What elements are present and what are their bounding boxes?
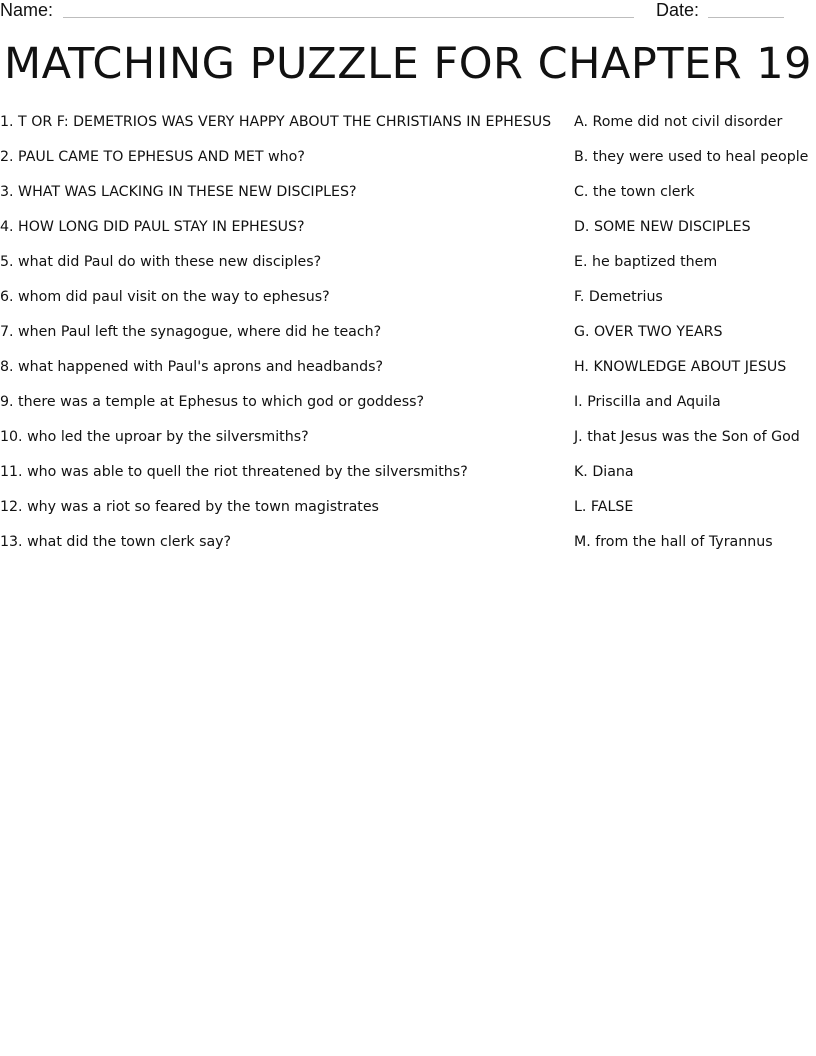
name-label: Name: [0, 0, 54, 20]
date-field-line[interactable] [708, 17, 784, 18]
date-label: Date: [656, 0, 700, 20]
answer-item: M. from the hall of Tyrannus [574, 534, 773, 550]
answer-item: E. he baptized them [574, 254, 718, 270]
clue-item: 7. when Paul left the synagogue, where did he teach? [0, 324, 382, 340]
answer-item: D. SOME NEW DISCIPLES [574, 219, 751, 235]
clue-item: 1. T OR F: DEMETRIOS WAS VERY HAPPY ABOUT THE CHRISTIANS IN EPHESUS [0, 114, 552, 130]
clue-item: 6. whom did paul visit on the way to ephesus? [0, 289, 330, 305]
clue-item: 10. who led the uproar by the silversmiths? [0, 429, 309, 445]
answer-item: G. OVER TWO YEARS [574, 324, 723, 340]
clue-item: 2. PAUL CAME TO EPHESUS AND MET who? [0, 149, 305, 165]
name-field-line[interactable] [63, 17, 634, 18]
clue-item: 9. there was a temple at Ephesus to which god or goddess? [0, 394, 425, 410]
answer-list [574, 111, 816, 566]
clue-item: 13. what did the town clerk say? [0, 534, 232, 550]
header-row [0, 0, 816, 24]
clue-item: 4. HOW LONG DID PAUL STAY IN EPHESUS? [0, 219, 305, 235]
answer-item: L. FALSE [574, 499, 634, 515]
answer-item: A. Rome did not civil disorder [574, 114, 783, 130]
answer-item: K. Diana [574, 464, 634, 480]
clue-item: 12. why was a riot so feared by the town magistrates [0, 499, 379, 515]
answer-item: B. they were used to heal people [574, 149, 809, 165]
clue-list [0, 111, 560, 566]
answer-item: J. that Jesus was the Son of God [574, 429, 800, 445]
answer-item: H. KNOWLEDGE ABOUT JESUS [574, 359, 787, 375]
page-title: MATCHING PUZZLE FOR CHAPTER 19 [3, 39, 812, 89]
answer-item: C. the town clerk [574, 184, 695, 200]
clue-item: 3. WHAT WAS LACKING IN THESE NEW DISCIPLES? [0, 184, 357, 200]
answer-item: F. Demetrius [574, 289, 663, 305]
clue-item: 8. what happened with Paul's aprons and headbands? [0, 359, 384, 375]
answer-item: I. Priscilla and Aquila [574, 394, 721, 410]
clue-item: 11. who was able to quell the riot threatened by the silversmiths? [0, 464, 468, 480]
clue-item: 5. what did Paul do with these new disciples? [0, 254, 322, 270]
